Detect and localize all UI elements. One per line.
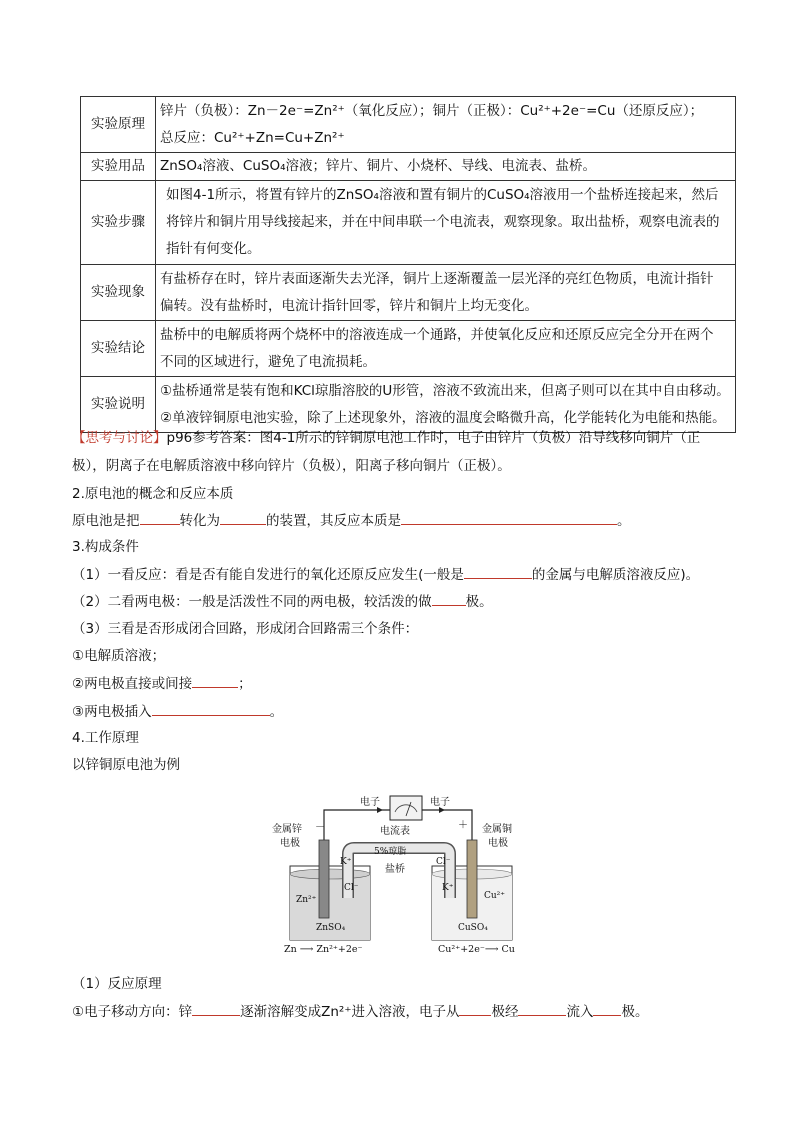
section-2-sentence [72, 510, 631, 531]
text: 流入 [566, 1004, 594, 1020]
section-4-heading: 4.工作原理 [72, 730, 139, 746]
experiment-table [80, 96, 736, 433]
discussion-line-2: 极），阴离子在电解质溶液中移向锌片（负极），阳离子移向铜片（正极）。 [72, 458, 511, 474]
cu-electrode-label-1: 金属铜 [482, 824, 512, 835]
row-label: 实验说明 [81, 377, 156, 433]
text: 的金属与电解质溶液反应)。 [531, 567, 700, 583]
ammeter-label: 电流表 [380, 826, 410, 837]
fill-blank[interactable] [464, 564, 532, 579]
electron-direction-line [72, 1001, 648, 1022]
content-line: 指针有何变化。 [166, 241, 261, 257]
condition-2 [72, 591, 493, 612]
discussion-text: p96参考答案：图4-1所示的锌铜原电池工作时，电子由锌片（负极）沿导线移向铜片（正 [166, 430, 701, 446]
row-content [156, 153, 736, 181]
zn-electrode-label-1: 金属锌 [272, 824, 302, 835]
text: 逐渐溶解变成Zn²⁺进入溶液，电子从 [240, 1004, 460, 1020]
content-line: ①盐桥通常是装有饱和KCl琼脂溶胶的U形管，溶液不致流出来，但离子则可以在其中自由移动。 [160, 382, 730, 399]
section-4-sub: 以锌铜原电池为例 [72, 757, 180, 773]
cl-ion-label: Cl⁻ [436, 857, 451, 867]
text: ； [238, 676, 252, 692]
content-line: ZnSO₄溶液、CuSO₄溶液；锌片、铜片、小烧杯、导线、电流表、盐桥。 [160, 158, 597, 174]
cu-ion-label: Cu²⁺ [484, 891, 506, 901]
content-line: 总反应：Cu²⁺+Zn=Cu+Zn²⁺ [160, 129, 345, 146]
section-3-heading: 3.构成条件 [72, 539, 139, 555]
content-line: 将锌片和铜片用导线接起来，并在中间串联一个电流表，观察现象。取出盐桥，观察电流表的 [166, 214, 720, 230]
content-line: ②单液锌铜原电池实验，除了上述现象外，溶液的温度会略微升高，化学能转化为电能和热能。 [160, 409, 726, 426]
text: 极。 [465, 594, 493, 610]
content-line: 不同的区域进行，避免了电流损耗。 [160, 353, 376, 370]
content-line: 有盐桥存在时，锌片表面逐渐失去光泽，铜片上逐渐覆盖一层光泽的亮红色物质，电流计指针 [160, 270, 714, 287]
fill-blank[interactable] [220, 510, 266, 525]
fill-blank[interactable] [401, 510, 617, 525]
k-ion-right: K⁺ [442, 883, 454, 893]
electron-label-right: 电子 [430, 797, 450, 808]
row-label: 实验结论 [81, 321, 156, 377]
text: （2）二看两电极：一般是活泼性不同的两电极，较活泼的做 [72, 594, 432, 610]
cu-half-reaction: Cu²⁺+2e⁻⟶ Cu [438, 944, 515, 955]
text: 转化为 [179, 513, 220, 529]
zn-half-reaction: Zn ⟶ Zn²⁺+2e⁻ [284, 944, 363, 955]
plus-sign: ＋ [458, 820, 468, 831]
text: 极经 [491, 1004, 519, 1020]
electron-label-left: 电子 [360, 797, 380, 808]
table-row [81, 181, 736, 265]
condition-3: （3）三看是否形成闭合回路，形成闭合回路需三个条件： [72, 621, 419, 637]
text: ③两电极插入 [72, 704, 152, 720]
cl-ion-left: Cl⁻ [344, 883, 359, 893]
agar-label: 5%琼脂 [374, 847, 407, 857]
row-label: 实验用品 [81, 153, 156, 181]
row-content [156, 97, 736, 153]
row-label: 实验现象 [81, 265, 156, 321]
text: ②两电极直接或间接 [72, 676, 193, 692]
row-content [156, 181, 736, 265]
cuso4-label: CuSO₄ [458, 923, 488, 933]
text: 。 [269, 704, 284, 720]
table-row [81, 265, 736, 321]
condition-item-2 [72, 673, 252, 694]
zn-electrode-label-2: 电极 [280, 838, 300, 849]
fill-blank[interactable] [518, 1001, 566, 1016]
text: ①电子移动方向：锌 [72, 1004, 193, 1020]
galvanic-cell-diagram [272, 790, 528, 964]
fill-blank[interactable] [140, 510, 180, 525]
zn-ion-label: Zn²⁺ [296, 895, 317, 905]
condition-item-1: ①电解质溶液； [72, 648, 166, 664]
row-content [156, 377, 736, 433]
text: 的装置，其反应本质是 [266, 513, 401, 529]
fill-blank[interactable] [593, 1001, 621, 1016]
fill-blank[interactable] [432, 591, 466, 606]
cu-electrode [467, 840, 477, 918]
cu-electrode-label-2: 电极 [488, 838, 508, 849]
text: 极。 [621, 1004, 649, 1020]
discussion-line-1 [72, 428, 700, 448]
k-ion-label: K⁺ [340, 857, 352, 867]
row-content [156, 321, 736, 377]
content-line: 锌片（负极）：Zn－2e⁻=Zn²⁺（氧化反应）；铜片（正极）：Cu²⁺+2e⁻=Cu（还原反应）； [160, 102, 704, 119]
row-label: 实验原理 [81, 97, 156, 153]
minus-sign: － [315, 822, 325, 833]
content-line: 如图4-1所示，将置有锌片的ZnSO₄溶液和置有铜片的CuSO₄溶液用一个盐桥连接起来，然后 [166, 187, 719, 203]
fill-blank[interactable] [152, 701, 270, 716]
content-line: 偏转。没有盐桥时，电流计指针回零，锌片和铜片上均无变化。 [160, 297, 538, 314]
subsection-heading: （1）反应原理 [72, 976, 162, 992]
table-row [81, 97, 736, 153]
text: 原电池是把 [72, 513, 140, 529]
discussion-tag: 【思考与讨论】 [72, 430, 167, 446]
row-content [156, 265, 736, 321]
fill-blank[interactable] [459, 1001, 491, 1016]
row-label: 实验步骤 [81, 181, 156, 265]
section-2-heading: 2.原电池的概念和反应本质 [72, 486, 234, 502]
table-row [81, 377, 736, 433]
fill-blank[interactable] [192, 673, 238, 688]
text: 。 [617, 513, 631, 529]
text: （1）一看反应：看是否有能自发进行的氧化还原反应发生(一般是 [72, 567, 464, 583]
condition-item-3 [72, 701, 283, 722]
zn-electrode [319, 840, 329, 918]
table-row [81, 321, 736, 377]
ammeter-icon [390, 796, 422, 820]
table-row [81, 153, 736, 181]
condition-1 [72, 564, 699, 585]
fill-blank[interactable] [192, 1001, 240, 1016]
znso4-label: ZnSO₄ [316, 923, 346, 933]
content-line: 盐桥中的电解质将两个烧杯中的溶液连成一个通路，并使氧化反应和还原反应完全分开在两个 [160, 326, 714, 343]
salt-bridge-label: 盐桥 [385, 864, 405, 875]
